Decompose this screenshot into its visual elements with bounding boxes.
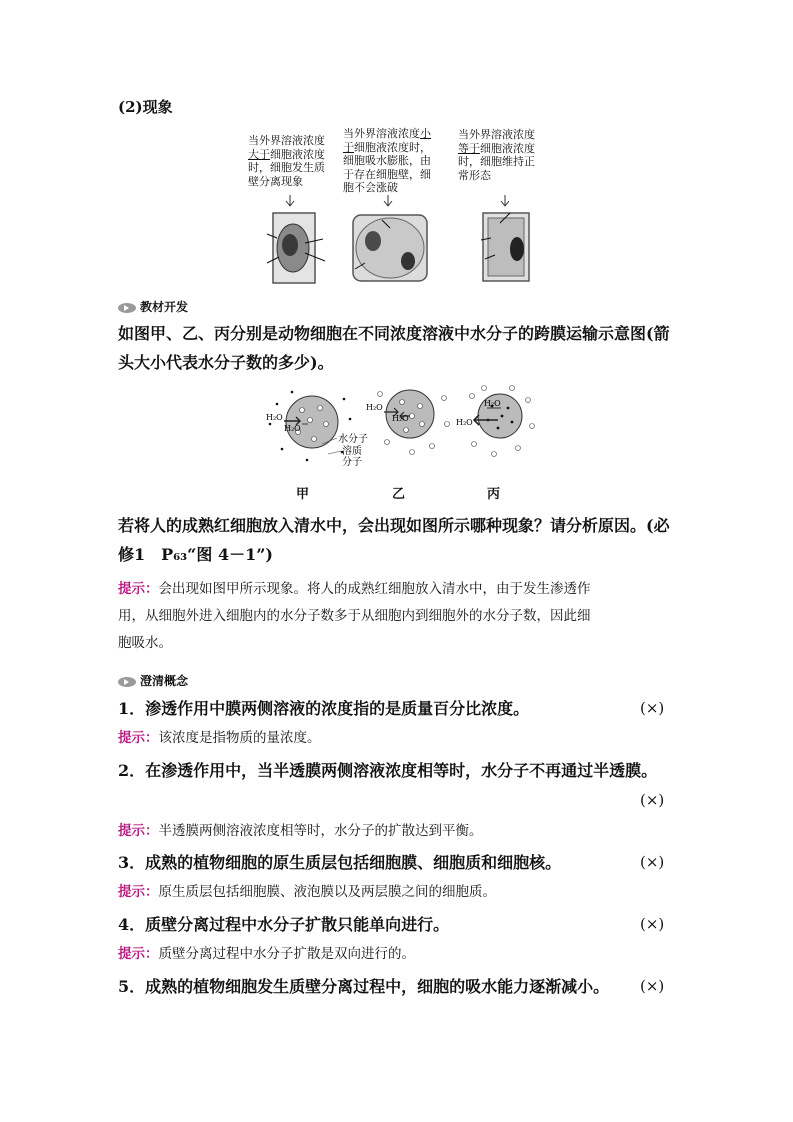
mark-3: (×) <box>640 853 665 871</box>
cell-bing <box>456 386 535 457</box>
plant-cell-figures <box>255 193 565 293</box>
hint-label: 提示： <box>118 884 159 900</box>
hint-3 <box>118 879 496 906</box>
cell-caption-2 <box>343 127 431 195</box>
caption-line: 常形态 <box>458 168 491 182</box>
underlined-word: 等于 <box>458 141 480 155</box>
answer-line: 胞吸水。 <box>118 635 172 651</box>
legend-solute: 溶质 <box>342 446 362 457</box>
h2o-label: H₂O <box>284 424 301 433</box>
tag-label: 澄清概念 <box>140 674 189 688</box>
caption-line: 大于细胞液浓度 <box>248 147 325 161</box>
section-title: (2)现象 <box>118 98 173 116</box>
tag-marker-icon <box>118 302 136 312</box>
legend-water: 水分子 <box>338 434 368 445</box>
caption-line: 时，细胞发生质 <box>248 161 325 175</box>
cell-caption-3 <box>458 128 535 182</box>
statement-3: 3．成熟的植物细胞的原生质层包括细胞膜、细胞质和细胞核。 <box>118 853 562 872</box>
answer-line: 用，从细胞外进入细胞内的水分子数多于从细胞内到细胞外的水分子数，因此细 <box>118 608 591 624</box>
question-line: 修1 P₆₃“图 4－1”) <box>118 545 273 564</box>
hint-2 <box>118 818 483 845</box>
caption-line: 时，细胞维持正 <box>458 155 535 169</box>
caption-line: 于存在细胞壁，细 <box>343 167 431 181</box>
underlined-word: 大于 <box>248 147 270 161</box>
tag-marker-icon <box>118 676 136 686</box>
h2o-label: H₂O <box>456 418 473 427</box>
hint-label: 提示： <box>118 823 159 839</box>
h2o-label: H₂O <box>366 403 383 412</box>
label-jia: 甲 <box>296 487 310 502</box>
caption-line: 壁分离现象 <box>248 174 303 188</box>
underlined-word: 于 <box>343 140 354 154</box>
plasmolyzed-cell <box>267 213 325 283</box>
h2o-label: H₂O <box>392 414 409 423</box>
caption-line: 胞不会涨破 <box>343 181 398 195</box>
caption-line: 当外界溶液浓度 <box>248 134 325 147</box>
mark-2: (×) <box>640 791 665 809</box>
statement-1: 1．渗透作用中膜两侧溶液的浓度指的是质量百分比浓度。 <box>118 699 530 718</box>
caption-line: 当外界溶液浓度 <box>458 128 535 141</box>
caption-line: 当外界溶液浓度小 <box>343 127 431 140</box>
intro-line: 头大小代表水分子数的多少)。 <box>118 353 334 372</box>
h2o-label: H₂O <box>266 413 283 422</box>
statement-2: 2．在渗透作用中，当半透膜两侧溶液浓度相等时，水分子不再通过半透膜。 <box>118 761 658 780</box>
label-yi: 乙 <box>392 487 406 502</box>
caption-line: 细胞吸水膨胀，由 <box>343 154 431 168</box>
hint-text: 该浓度是指物质的量浓度。 <box>158 730 321 746</box>
label-bing: 丙 <box>487 487 501 502</box>
animal-cell-diagram <box>262 384 537 466</box>
answer-hint <box>118 576 591 657</box>
cell-jia <box>266 391 351 462</box>
hint-text: 原生质层包括细胞膜、液泡膜以及两层膜之间的细胞质。 <box>158 884 496 900</box>
answer-line: 会出现如图甲所示现象。将人的成熟红细胞放入清水中，由于发生渗透作 <box>158 581 591 597</box>
hint-label: 提示： <box>118 946 159 962</box>
mark-4: (×) <box>640 915 665 933</box>
hint-label: 提示： <box>118 581 159 597</box>
mark-5: (×) <box>640 977 665 995</box>
section-tag-concepts <box>118 672 188 689</box>
intro-line: 如图甲、乙、丙分别是动物细胞在不同浓度溶液中水分子的跨膜运输示意图(箭 <box>118 324 670 343</box>
mark-1: (×) <box>640 699 665 717</box>
cell-caption-1 <box>248 134 325 188</box>
underlined-word: 小 <box>420 127 431 140</box>
cell-yi <box>366 390 450 455</box>
caption-line: 等于细胞液浓度 <box>458 141 535 155</box>
hint-label: 提示： <box>118 730 159 746</box>
tag-label: 教材开发 <box>140 300 189 314</box>
hint-1 <box>118 725 321 752</box>
down-arrow-icon <box>286 195 509 206</box>
caption-line: 于细胞液浓度时， <box>343 140 431 154</box>
swollen-cell <box>353 215 427 281</box>
section-tag-textbook <box>118 298 188 315</box>
intro-paragraph <box>118 319 670 377</box>
hint-text: 半透膜两侧溶液浓度相等时，水分子的扩散达到平衡。 <box>158 823 483 839</box>
legend-solute-2: 分子 <box>342 457 362 466</box>
question-line: 若将人的成熟红细胞放入清水中，会出现如图所示哪种现象？请分析原因。(必 <box>118 516 670 535</box>
statement-4: 4．质壁分离过程中水分子扩散只能单向进行。 <box>118 915 450 934</box>
statement-5: 5．成熟的植物细胞发生质壁分离过程中，细胞的吸水能力逐渐减小。 <box>118 977 610 996</box>
hint-text: 质壁分离过程中水分子扩散是双向进行的。 <box>158 946 415 962</box>
question <box>118 511 670 569</box>
normal-cell <box>481 213 529 281</box>
h2o-label: H₂O <box>484 399 501 408</box>
hint-4 <box>118 941 415 968</box>
